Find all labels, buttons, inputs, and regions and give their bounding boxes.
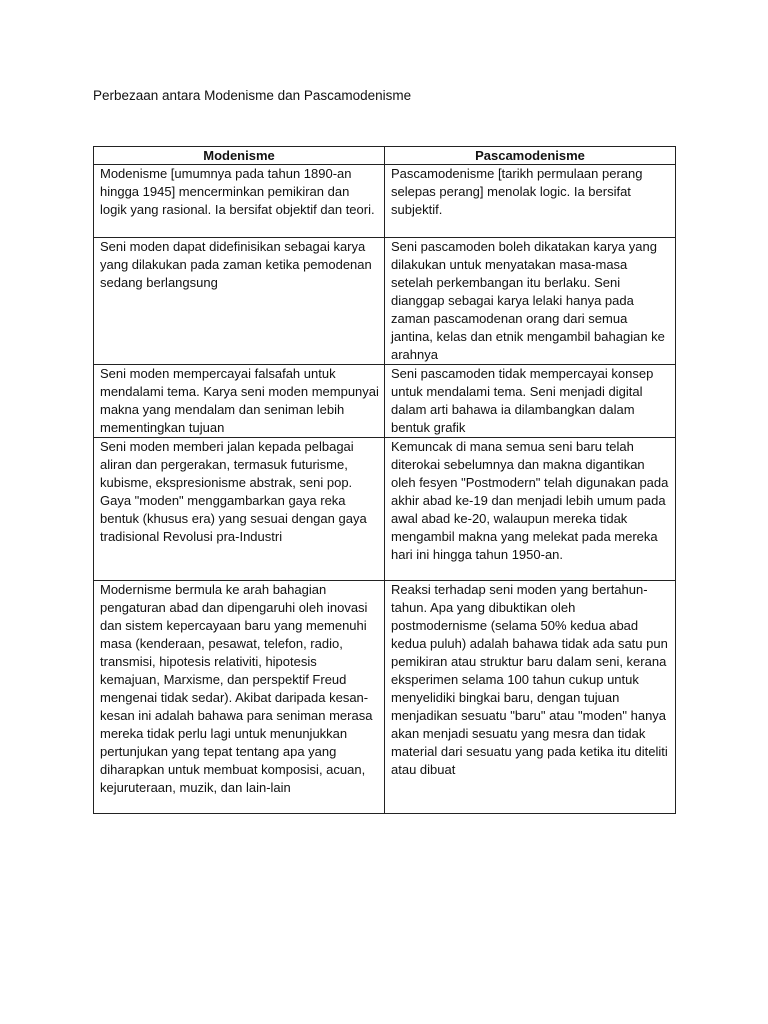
cell-modenisme: Seni moden memberi jalan kepada pelbagai aliran dan pergerakan, termasuk futurisme, kubisme, ekspresionisme abstrak, seni pop. Gaya "moden" menggambarkan gaya reka bentuk (khusus era) yang sesuai dengan gaya tradisional Revolusi pra-Industri [94, 438, 385, 581]
comparison-table [93, 146, 676, 814]
table-row [94, 165, 676, 238]
table-row [94, 581, 676, 814]
table-row [94, 365, 676, 438]
table-header-row [94, 147, 676, 165]
document-title: Perbezaan antara Modenisme dan Pascamodenisme [93, 88, 412, 103]
cell-modenisme: Seni moden mempercayai falsafah untuk mendalami tema. Karya seni moden mempunyai makna yang mendalam dan seniman lebih mementingkan tujuan [94, 365, 385, 438]
cell-modenisme: Modernisme bermula ke arah bahagian pengaturan abad dan dipengaruhi oleh inovasi dan sistem kepercayaan baru yang memenuhi masa (kenderaan, pesawat, telefon, radio, transmisi, hipotesis relativiti, hipotesis kemajuan, Marxisme, dan perspektif Freud mengenai tidak sedar). Akibat daripada kesan-kesan ini adalah bahawa para seniman merasa mereka tidak perlu lagi untuk menunjukkan pertunjukan yang tepat tentang apa yang diharapkan untuk membuat komposisi, acuan, kejuruteraan, muzik, dan lain-lain [94, 581, 385, 814]
header-pascamodenisme: Pascamodenisme [385, 147, 676, 165]
cell-pascamodenisme: Seni pascamoden boleh dikatakan karya yang dilakukan untuk menyatakan masa-masa setelah perkembangan itu berlaku. Seni dianggap sebagai karya lelaki hanya pada zaman pascamodenan orang dari semua jantina, kelas dan etnik mengambil bahagian ke arahnya [385, 238, 676, 365]
cell-modenisme: Modenisme [umumnya pada tahun 1890-an hingga 1945] mencerminkan pemikiran dan logik yang rasional. Ia bersifat objektif dan teori. [94, 165, 385, 238]
cell-modenisme: Seni moden dapat didefinisikan sebagai karya yang dilakukan pada zaman ketika pemodenan sedang berlangsung [94, 238, 385, 365]
cell-pascamodenisme: Reaksi terhadap seni moden yang bertahun-tahun. Apa yang dibuktikan oleh postmodernisme (selama 50% kedua abad kedua puluh) adalah bahawa tidak ada satu pun pemikiran atau struktur baru dalam seni, kerana eksperimen selama 100 tahun cukup untuk menyelidiki bingkai baru, dengan tujuan menjadikan sesuatu "baru" atau "moden" hanya akan menjadi sesuatu yang mesra dan tidak material dari sesuatu yang pada ketika itu diteliti atau dibuat [385, 581, 676, 814]
table-row [94, 238, 676, 365]
cell-pascamodenisme: Kemuncak di mana semua seni baru telah diterokai sebelumnya dan makna digantikan oleh fesyen "Postmodern" telah digunakan pada akhir abad ke-19 dan menjadi lebih umum pada awal abad ke-20, walaupun mereka tidak mengambil makna yang melekat pada mereka hari ini hingga tahun 1950-an. [385, 438, 676, 581]
header-modenisme: Modenisme [94, 147, 385, 165]
cell-pascamodenisme: Seni pascamoden tidak mempercayai konsep untuk mendalami tema. Seni menjadi digital dalam arti bahawa ia dilambangkan dalam bentuk grafik [385, 365, 676, 438]
table-row [94, 438, 676, 581]
cell-pascamodenisme: Pascamodenisme [tarikh permulaan perang selepas perang] menolak logic. Ia bersifat subjektif. [385, 165, 676, 238]
